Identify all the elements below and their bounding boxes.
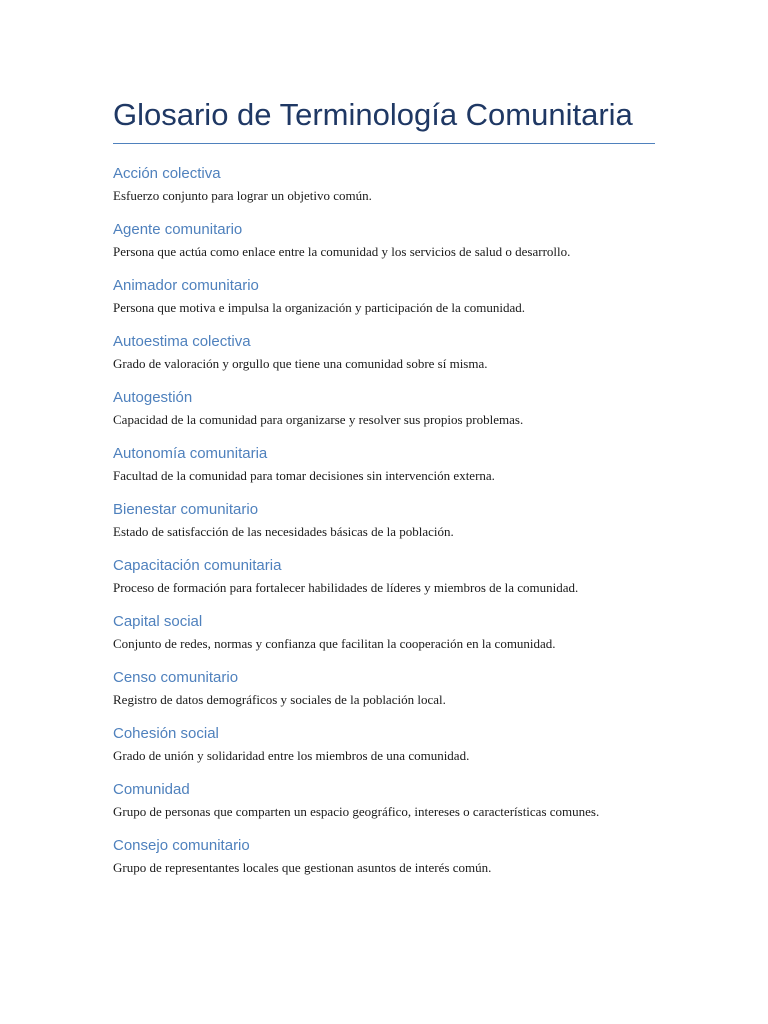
- glossary-entry: [113, 780, 655, 822]
- glossary-definition: Persona que actúa como enlace entre la comunidad y los servicios de salud o desarrollo.: [113, 244, 571, 259]
- glossary-entry: [113, 164, 655, 206]
- glossary-definition: Capacidad de la comunidad para organizarse y resolver sus propios problemas.: [113, 412, 524, 427]
- glossary-definition: Grupo de representantes locales que gestionan asuntos de interés común.: [113, 860, 492, 875]
- glossary-definition: Esfuerzo conjunto para lograr un objetivo común.: [113, 188, 372, 203]
- document-page: [113, 96, 655, 892]
- glossary-entry: [113, 612, 655, 654]
- glossary-entry: [113, 668, 655, 710]
- glossary-entry: [113, 388, 655, 430]
- glossary-term: Autonomía comunitaria: [113, 445, 268, 462]
- glossary-definition: Grupo de personas que comparten un espacio geográfico, intereses o características comunes.: [113, 804, 600, 819]
- glossary-entry: [113, 836, 655, 878]
- glossary-definition: Facultad de la comunidad para tomar decisiones sin intervención externa.: [113, 468, 495, 483]
- glossary-term: Autoestima colectiva: [113, 333, 251, 350]
- glossary-term: Acción colectiva: [113, 165, 221, 182]
- glossary-term: Agente comunitario: [113, 221, 243, 238]
- glossary-term: Censo comunitario: [113, 669, 239, 686]
- glossary-definition: Proceso de formación para fortalecer habilidades de líderes y miembros de la comunidad.: [113, 580, 579, 595]
- glossary-definition: Grado de valoración y orgullo que tiene una comunidad sobre sí misma.: [113, 356, 488, 371]
- glossary-term: Comunidad: [113, 781, 190, 798]
- glossary-definition: Grado de unión y solidaridad entre los miembros de una comunidad.: [113, 748, 470, 763]
- glossary-entry: [113, 332, 655, 374]
- glossary-entry: [113, 724, 655, 766]
- glossary-entry: [113, 556, 655, 598]
- glossary-term: Cohesión social: [113, 725, 219, 742]
- glossary-definition: Registro de datos demográficos y sociales de la población local.: [113, 692, 446, 707]
- glossary-term: Bienestar comunitario: [113, 501, 259, 518]
- glossary-list: [113, 164, 655, 878]
- glossary-entry: [113, 500, 655, 542]
- glossary-definition: Estado de satisfacción de las necesidades básicas de la población.: [113, 524, 454, 539]
- glossary-definition: Conjunto de redes, normas y confianza que facilitan la cooperación en la comunidad.: [113, 636, 556, 651]
- glossary-entry: [113, 220, 655, 262]
- glossary-term: Autogestión: [113, 389, 193, 406]
- glossary-term: Consejo comunitario: [113, 837, 250, 854]
- glossary-definition: Persona que motiva e impulsa la organización y participación de la comunidad.: [113, 300, 526, 315]
- glossary-term: Animador comunitario: [113, 277, 259, 294]
- glossary-term: Capital social: [113, 613, 203, 630]
- glossary-term: Capacitación comunitaria: [113, 557, 282, 574]
- glossary-entry: [113, 276, 655, 318]
- page-title: Glosario de Terminología Comunitaria: [113, 96, 655, 144]
- glossary-entry: [113, 444, 655, 486]
